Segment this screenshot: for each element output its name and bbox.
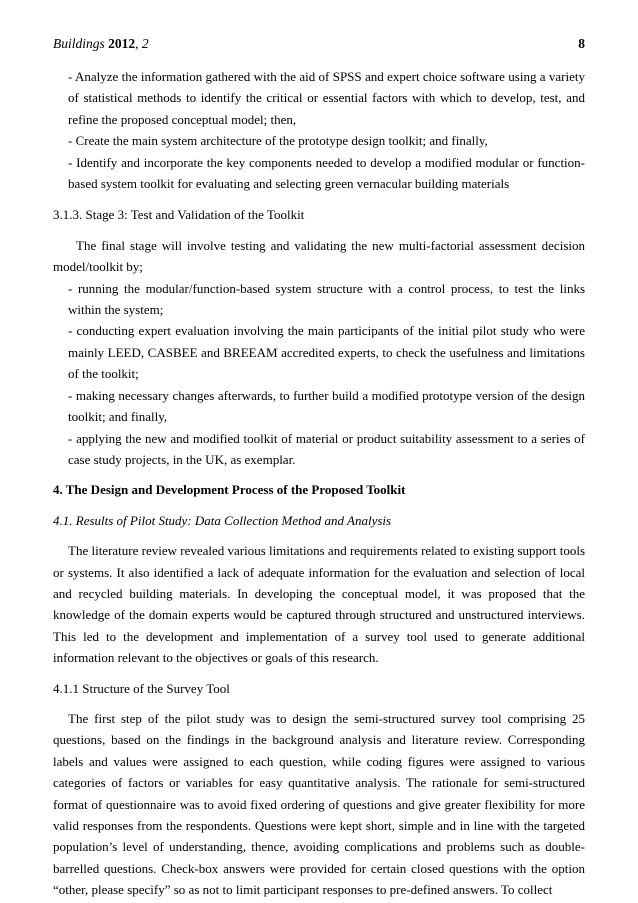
paragraph-stage3-intro: The final stage will involve testing and validating the new multi-factorial assessment decision model/toolkit by; <box>53 237 585 275</box>
section-heading-4: 4. The Design and Development Process of the Proposed Toolkit <box>53 482 406 498</box>
journal-volume: , 2 <box>135 36 149 51</box>
paragraph-4-1-1: The first step of the pilot study was to design the semi-structured survey tool comprising 25 questions, based on the findings in the background analysis and literature review. Corresponding labels and values were assigned to each question, while coding figures were assigned to various categories of factors or variables for easy quantitative analysis. The rationale for semi-structured format of questionnaire was to avoid fixed ordering of questions and give greater flexibility for more valid responses from the respondents. Questions were kept short, simple and in line with the targeted population’s level of understanding, thence, avoiding complications and problems such as double-barrelled questions. Check-box answers were provided for certain closed questions with the option “other, please specify” so as not to limit participant responses to pre-defined answers. To collect <box>53 710 585 898</box>
journal-year: 2012 <box>108 36 136 51</box>
section-heading-3-1-3: 3.1.3. Stage 3: Test and Validation of the Toolkit <box>53 207 305 223</box>
list-item: - conducting expert evaluation involving the main participants of the initial pilot study who were mainly LEED, CASBEE and BREEAM accredited experts, to check the usefulness and limitations of the toolkit; <box>68 323 585 382</box>
bullet-list-stage3 <box>68 278 585 471</box>
bullet-list-stage2 <box>68 66 585 194</box>
list-item: - applying the new and modified toolkit of material or product suitability assessment to a series of case study projects, in the UK, as exemplar. <box>68 430 585 467</box>
list-item: - Analyze the information gathered with the aid of SPSS and expert choice software using a variety of statistical methods to identify the critical or essential factors with which to develop, test, and refine the proposed conceptual model; then, <box>68 69 585 127</box>
list-item: - making necessary changes afterwards, to further build a modified prototype version of the design toolkit; and finally, <box>68 387 585 425</box>
list-item: - running the modular/function-based system structure with a control process, to test the links within the system; <box>68 280 585 318</box>
section-heading-4-1: 4.1. Results of Pilot Study: Data Collection Method and Analysis <box>53 512 392 528</box>
journal-name: Buildings <box>53 36 105 51</box>
section-heading-4-1-1: 4.1.1 Structure of the Survey Tool <box>53 680 230 696</box>
list-item: - Identify and incorporate the key components needed to develop a modified modular or function-based system toolkit for evaluating and selecting green vernacular building materials <box>68 154 585 192</box>
journal-citation <box>53 36 149 52</box>
page-body <box>53 66 585 901</box>
running-header <box>53 36 585 52</box>
page-number: 8 <box>578 36 585 51</box>
paragraph-4-1: The literature review revealed various limitations and requirements related to existing support tools or systems. It also identified a lack of adequate information for the evaluation and selection of local and recycled building materials. In developing the conceptual model, it was proposed that the knowledge of the domain experts would be captured through structured and unstructured interviews. This led to the development and implementation of a survey tool used to generate additional information relevant to the objectives or goals of this research. <box>53 543 585 666</box>
list-item: - Create the main system architecture of the prototype design toolkit; and finally, <box>68 133 488 149</box>
